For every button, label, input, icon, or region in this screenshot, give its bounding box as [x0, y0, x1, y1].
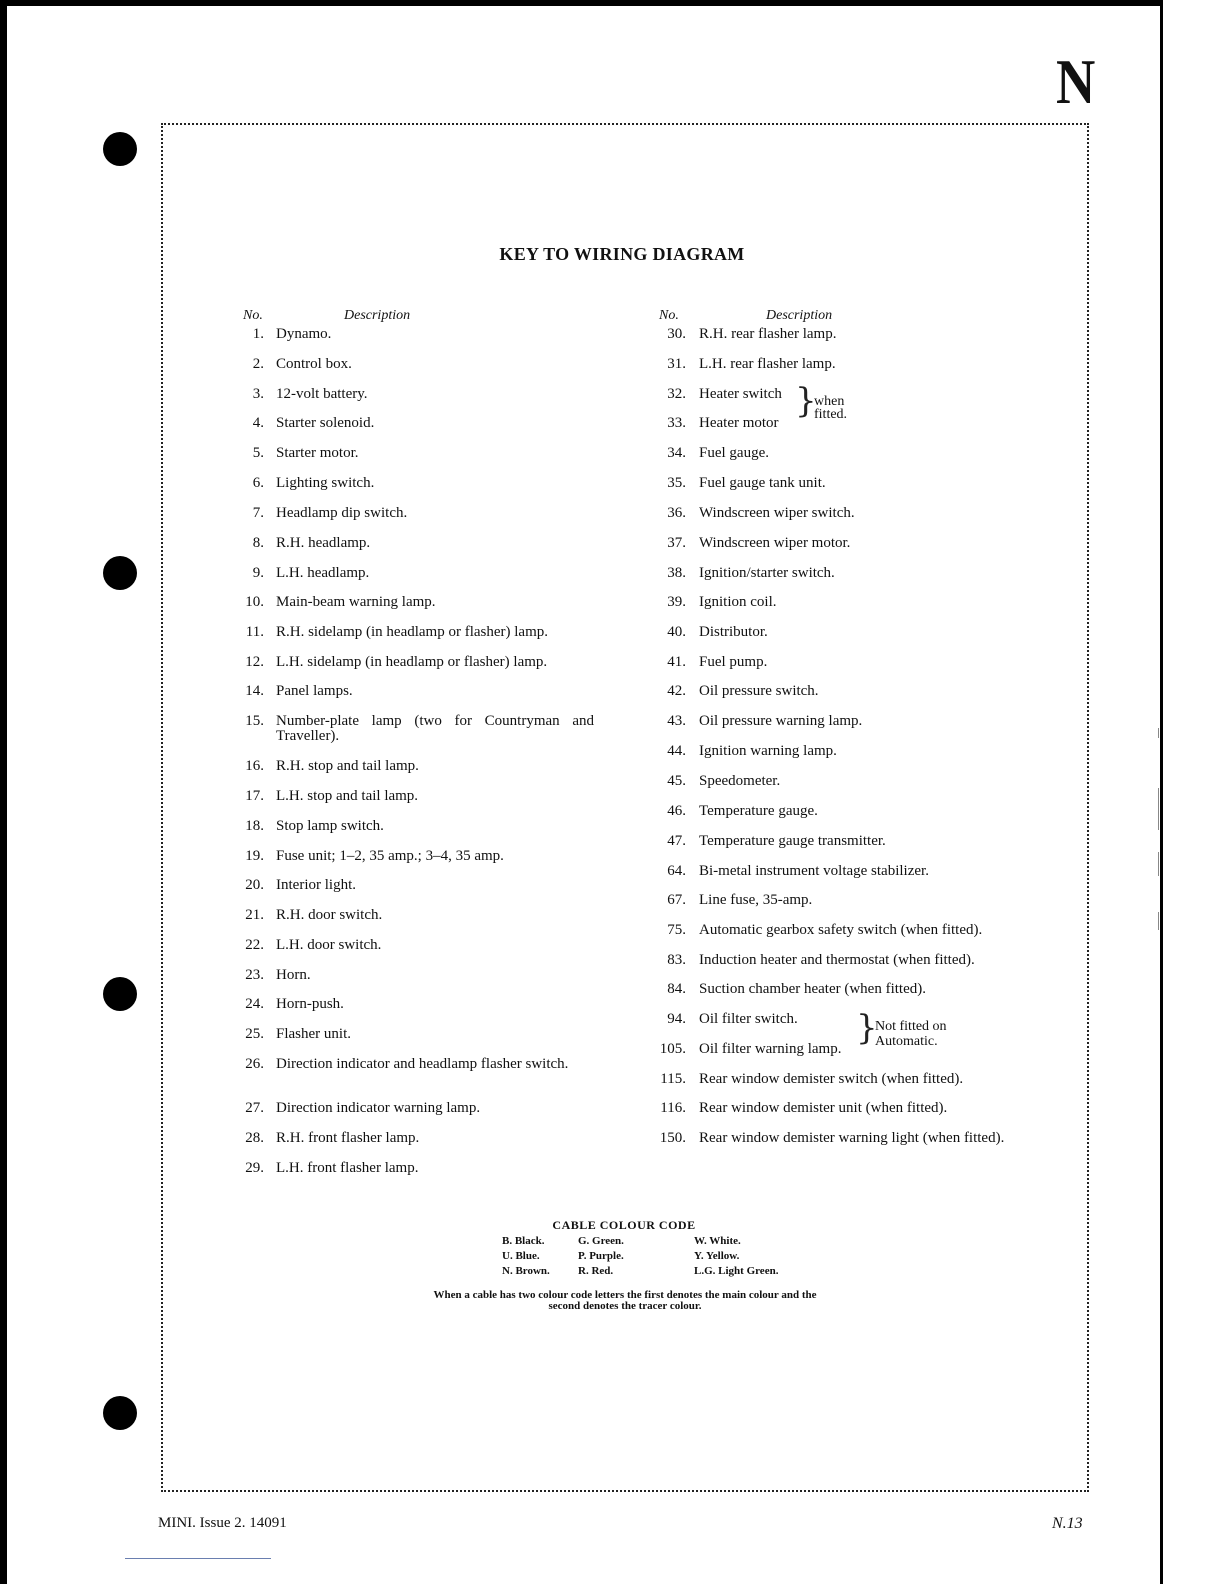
key-number: 24.	[245, 996, 264, 1012]
key-number: 9.	[252, 565, 264, 581]
key-description: Direction indicator and headlamp flasher switch.	[276, 1056, 569, 1072]
key-number: 41.	[667, 654, 686, 670]
scan-artifact	[1158, 728, 1159, 738]
key-description: Automatic gearbox safety switch (when fitted).	[699, 922, 983, 938]
key-number: 22.	[245, 937, 264, 953]
key-number: 26.	[245, 1056, 264, 1072]
key-description: Horn-push.	[276, 996, 344, 1012]
colour-code: G. Green.	[578, 1235, 624, 1247]
key-description: Bi-metal instrument voltage stabilizer.	[699, 863, 929, 879]
key-description: Heater switch	[699, 386, 782, 402]
binder-hole	[103, 977, 137, 1011]
binder-hole	[103, 1396, 137, 1430]
key-number: 75.	[667, 922, 686, 938]
key-number: 35.	[667, 475, 686, 491]
key-description: R.H. rear flasher lamp.	[699, 326, 837, 342]
colour-code: Y. Yellow.	[694, 1250, 740, 1262]
key-description: 12-volt battery.	[276, 386, 368, 402]
key-description: Lighting switch.	[276, 475, 375, 491]
key-number: 44.	[667, 743, 686, 759]
key-description: Windscreen wiper motor.	[699, 535, 851, 551]
right-key-column	[656, 308, 1028, 1146]
key-number: 32.	[667, 386, 686, 402]
key-number: 2.	[252, 356, 264, 372]
colour-code: W. White.	[694, 1235, 741, 1247]
key-number: 28.	[245, 1130, 264, 1146]
key-description: L.H. sidelamp (in headlamp or flasher) lamp.	[276, 654, 548, 670]
key-description: R.H. front flasher lamp.	[276, 1130, 420, 1146]
key-description: Fuel gauge tank unit.	[699, 475, 826, 491]
left-key-column	[240, 308, 600, 1176]
key-number: 14.	[245, 683, 264, 699]
key-description: Temperature gauge transmitter.	[699, 833, 886, 849]
key-description: R.H. door switch.	[276, 907, 383, 923]
key-number: 84.	[667, 981, 686, 997]
colour-code: B. Black.	[502, 1235, 545, 1247]
key-number: 116.	[660, 1100, 686, 1116]
brace-right: }	[856, 1008, 878, 1048]
scan-edge-right	[1160, 0, 1163, 1584]
key-description: Control box.	[276, 356, 352, 372]
cable-title: CABLE COLOUR CODE	[552, 1218, 696, 1232]
scan-artifact	[1158, 912, 1159, 930]
key-number: 39.	[667, 594, 686, 610]
key-number: 29.	[245, 1160, 264, 1176]
key-description: Number-plate lamp (two for Countryman and Traveller).	[276, 713, 594, 744]
key-number: 19.	[245, 848, 264, 864]
scan-artifact	[1158, 788, 1159, 830]
key-description: Speedometer.	[699, 773, 781, 789]
key-number: 46.	[667, 803, 686, 819]
key-description: Heater motor	[699, 415, 779, 431]
key-number: 115.	[660, 1071, 686, 1087]
key-number: 67.	[667, 892, 686, 908]
key-description: Direction indicator warning lamp.	[276, 1100, 481, 1116]
key-description: Fuse unit; 1–2, 35 amp.; 3–4, 35 amp.	[276, 848, 504, 864]
key-description: Ignition/starter switch.	[699, 565, 835, 581]
key-number: 33.	[667, 415, 686, 431]
key-number: 83.	[667, 952, 686, 968]
key-description: L.H. stop and tail lamp.	[276, 788, 419, 804]
key-description: Interior light.	[276, 877, 356, 893]
key-number: 43.	[667, 713, 686, 729]
key-description: R.H. stop and tail lamp.	[276, 758, 419, 774]
key-number: 23.	[245, 967, 264, 983]
key-description: Rear window demister unit (when fitted).	[699, 1100, 948, 1116]
key-description: Fuel pump.	[699, 654, 768, 670]
key-description: R.H. headlamp.	[276, 535, 371, 551]
colour-code: N. Brown.	[502, 1265, 550, 1277]
key-description: Windscreen wiper switch.	[699, 505, 855, 521]
section-letter: N	[1056, 46, 1096, 117]
key-number: 16.	[245, 758, 264, 774]
key-description: R.H. sidelamp (in headlamp or flasher) lamp.	[276, 624, 549, 640]
key-description: L.H. door switch.	[276, 937, 382, 953]
oil-filter-note	[875, 1019, 947, 1049]
key-number: 38.	[667, 565, 686, 581]
key-description: Rear window demister switch (when fitted).	[699, 1071, 964, 1087]
key-number: 105.	[659, 1041, 686, 1057]
key-number: 6.	[252, 475, 264, 491]
header-description: Description	[766, 308, 833, 323]
key-number: 45.	[667, 773, 686, 789]
key-description: Suction chamber heater (when fitted).	[699, 981, 926, 997]
cable-note: When a cable has two colour code letters the first denotes the main colour and the second denotes the tracer colour.	[433, 1289, 817, 1312]
key-description: Fuel gauge.	[699, 445, 769, 461]
key-number: 7.	[252, 505, 264, 521]
scan-artifact	[125, 1558, 271, 1559]
key-number: 17.	[245, 788, 264, 804]
key-description: Panel lamps.	[276, 683, 353, 699]
colour-code-grid	[420, 1235, 828, 1281]
note-line: Not fitted on	[875, 1019, 947, 1034]
key-number: 30.	[667, 326, 686, 342]
key-number: 94.	[667, 1011, 686, 1027]
key-description: Stop lamp switch.	[276, 818, 384, 834]
key-number: 64.	[667, 863, 686, 879]
key-number: 47.	[667, 833, 686, 849]
key-number: 4.	[252, 415, 264, 431]
colour-code: U. Blue.	[502, 1250, 540, 1262]
key-description: Flasher unit.	[276, 1026, 351, 1042]
column-header	[656, 308, 1028, 326]
key-number: 18.	[245, 818, 264, 834]
key-number: 15.	[245, 713, 264, 729]
key-description: Ignition warning lamp.	[699, 743, 837, 759]
key-description: Oil filter warning lamp.	[699, 1041, 842, 1057]
key-number: 20.	[245, 877, 264, 893]
key-description: Starter motor.	[276, 445, 359, 461]
key-description: Oil filter switch.	[699, 1011, 798, 1027]
key-number: 37.	[667, 535, 686, 551]
key-description: Main-beam warning lamp.	[276, 594, 436, 610]
key-description: Rear window demister warning light (when fitted).	[699, 1130, 1005, 1146]
scan-artifact	[1158, 852, 1159, 876]
colour-code: R. Red.	[578, 1265, 614, 1277]
page-title: KEY TO WIRING DIAGRAM	[499, 244, 745, 264]
key-description: Oil pressure warning lamp.	[699, 713, 863, 729]
key-number: 42.	[667, 683, 686, 699]
binder-hole	[103, 556, 137, 590]
scan-edge-top	[0, 0, 1164, 6]
key-number: 34.	[667, 445, 686, 461]
key-number: 150.	[659, 1130, 686, 1146]
cable-colour-code	[420, 1218, 828, 1281]
key-description: Line fuse, 35-amp.	[699, 892, 813, 908]
key-description: Temperature gauge.	[699, 803, 818, 819]
colour-code: P. Purple.	[578, 1250, 624, 1262]
key-description: Ignition coil.	[699, 594, 777, 610]
header-description: Description	[344, 308, 411, 323]
binder-hole	[103, 132, 137, 166]
heater-note	[814, 394, 847, 422]
header-no: No.	[659, 308, 679, 323]
key-number: 3.	[252, 386, 264, 402]
key-description: Headlamp dip switch.	[276, 505, 408, 521]
note-line: when	[814, 394, 845, 409]
note-line: Automatic.	[875, 1034, 938, 1049]
key-number: 12.	[245, 654, 264, 670]
key-number: 11.	[245, 624, 264, 640]
key-description: Distributor.	[699, 624, 768, 640]
key-description: Induction heater and thermostat (when fitted).	[699, 952, 975, 968]
footer-issue: MINI. Issue 2. 14091	[158, 1515, 287, 1531]
note-line: fitted.	[814, 407, 848, 422]
brace-right: }	[795, 381, 817, 421]
key-number: 1.	[252, 326, 264, 342]
key-number: 27.	[245, 1100, 264, 1116]
key-number: 10.	[245, 594, 264, 610]
key-number: 8.	[252, 535, 264, 551]
colour-code: L.G. Light Green.	[694, 1265, 779, 1277]
column-header	[240, 308, 600, 326]
footer-page-number: N.13	[1052, 1515, 1083, 1532]
key-number: 5.	[252, 445, 264, 461]
scan-edge-left	[0, 0, 7, 1584]
key-description: L.H. rear flasher lamp.	[699, 356, 836, 372]
key-description: L.H. front flasher lamp.	[276, 1160, 419, 1176]
scan-margin-right	[1160, 0, 1224, 1584]
key-description: L.H. headlamp.	[276, 565, 370, 581]
key-description: Starter solenoid.	[276, 415, 375, 431]
key-description: Horn.	[276, 967, 311, 983]
key-number: 25.	[245, 1026, 264, 1042]
header-no: No.	[243, 308, 263, 323]
key-number: 31.	[667, 356, 686, 372]
key-number: 21.	[245, 907, 264, 923]
key-number: 36.	[667, 505, 686, 521]
key-description: Dynamo.	[276, 326, 332, 342]
key-description: Oil pressure switch.	[699, 683, 819, 699]
key-number: 40.	[667, 624, 686, 640]
